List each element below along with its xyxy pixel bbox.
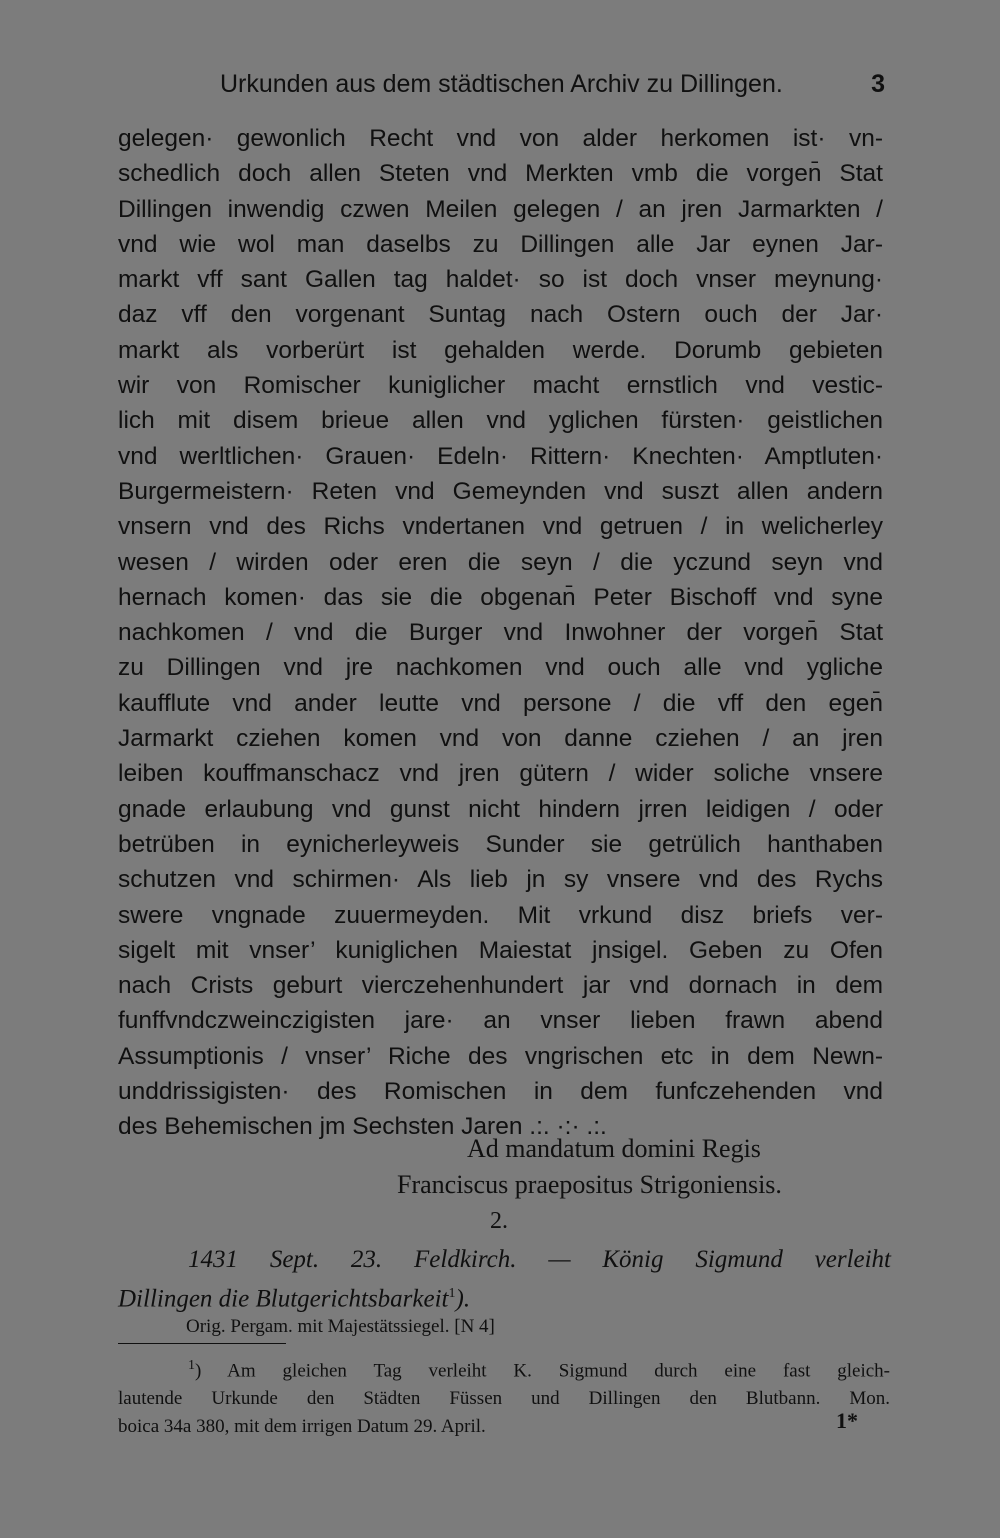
sheet-signature: 1* xyxy=(836,1408,858,1433)
charter-text xyxy=(118,121,883,1145)
footnote-line-1 xyxy=(118,1352,890,1385)
footnote-marker-close: ) xyxy=(195,1360,202,1382)
text-line: betrüben in eynicherleyweis Sunder sie getrülich hanthaben xyxy=(118,830,883,858)
signature-line-2: Franciscus praepositus Strigoniensis. xyxy=(397,1170,782,1199)
text-line: des Behemischen jm Sechsten Jaren .:. ·:· .:. xyxy=(118,1113,607,1141)
text-line: Assumptionis / vnser’ Riche des vngrischen etc in dem Newn- xyxy=(118,1042,883,1070)
text-line: leiben kouffmanschacz vnd jren gütern / wider soliche vnsere xyxy=(118,760,883,788)
text-line: markt als vorberürt ist gehalden werde. Dorumb gebieten xyxy=(118,336,883,364)
text-line: gelegen· gewonlich Recht vnd von alder herkomen ist· vn- xyxy=(118,125,883,152)
text-line: unddrissigisten· des Romischen in dem funfczehenden vnd xyxy=(118,1078,883,1106)
footnote-line-1-text: Am gleichen Tag verleiht K. Sigmund durch eine fast gleich- xyxy=(227,1360,891,1382)
footnote-rule xyxy=(118,1343,286,1344)
text-line: schutzen vnd schirmen· Als lieb jn sy vnsere vnd des Rychs xyxy=(118,866,883,894)
footnote xyxy=(118,1352,890,1441)
footnote-line-3: boica 34a 380, mit dem irrigen Datum 29. April. xyxy=(118,1416,486,1438)
heading-line-2-text: Dillingen die Blutgerichtsbarkeit xyxy=(118,1285,449,1313)
text-line: vnd werltlichen· Grauen· Edeln· Rittern· Knechten· Amptluten· xyxy=(118,442,883,470)
text-line: kaufflute vnd ander leutte vnd persone / die vff den egen̄ xyxy=(118,689,883,717)
page-number: 3 xyxy=(871,70,885,98)
text-line: schedlich doch allen Steten vnd Merkten vmb die vorgen̄ Stat xyxy=(118,160,883,188)
text-line: zu Dillingen vnd jre nachkomen vnd ouch alle vnd ygliche xyxy=(118,654,883,682)
footnote-ref: 1 xyxy=(448,1286,456,1301)
footnote-line-2: lautende Urkunde den Städten Füssen und Dillingen den Blutbann. Mon. xyxy=(118,1388,890,1410)
text-line: gnade erlaubung vnd gunst nicht hindern jrren leidigen / oder xyxy=(118,795,883,823)
text-line: wesen / wirden oder eren die seyn / die yczund seyn vnd xyxy=(118,548,883,576)
text-line: Burgermeistern· Reten vnd Gemeynden vnd suszt allen andern xyxy=(118,477,883,505)
document-heading xyxy=(118,1243,891,1316)
text-line: nach Crists geburt vierczehenhundert jar vnd dornach in dem xyxy=(118,972,883,1000)
text-line: markt vff sant Gallen tag haldet· so ist doch vnser meynung· xyxy=(118,266,883,294)
text-line: hernach komen· das sie die obgenan̄ Peter Bischoff vnd syne xyxy=(118,583,883,611)
heading-line-1: 1431 Sept. 23. Feldkirch. — König Sigmund verleiht xyxy=(188,1246,891,1273)
text-line: wir von Romischer kuniglicher macht ernstlich vnd vestic- xyxy=(118,372,883,400)
text-line: lich mit disem brieue allen vnd yglichen fürsten· geistlichen xyxy=(118,407,883,435)
text-line: nachkomen / vnd die Burger vnd Inwohner der vorgen̄ Stat xyxy=(118,619,883,647)
document-number: 2. xyxy=(490,1208,508,1234)
text-line: vnsern vnd des Richs vndertanen vnd getruen / in welicherley xyxy=(118,513,883,541)
text-line: sigelt mit vnser’ kuniglichen Maiestat jnsigel. Geben zu Ofen xyxy=(118,936,883,964)
source-note: Orig. Pergam. mit Majestätssiegel. [N 4] xyxy=(186,1316,495,1337)
text-line: swere vngnade zuuermeyden. Mit vrkund disz briefs ver- xyxy=(118,901,883,929)
running-head-title: Urkunden aus dem städtischen Archiv zu Dillingen. xyxy=(220,70,783,98)
text-line: daz vff den vorgenant Suntag nach Ostern ouch der Jar· xyxy=(118,301,883,329)
signature-line-1: Ad mandatum domini Regis xyxy=(467,1134,761,1163)
text-line: Jarmarkt cziehen komen vnd von danne cziehen / an jren xyxy=(118,725,883,753)
running-head xyxy=(220,66,885,102)
text-line: Dillingen inwendig czwen Meilen gelegen / an jren Jarmarkten / xyxy=(118,195,883,223)
text-line: funffvndczweinczigisten jare· an vnser lieben frawn abend xyxy=(118,1007,883,1035)
footnote-marker: 1 xyxy=(188,1358,195,1373)
text-line: vnd wie wol man daselbs zu Dillingen alle Jar eynen Jar- xyxy=(118,230,883,258)
heading-line-2-end: ). xyxy=(455,1285,471,1313)
heading-line-2 xyxy=(118,1277,891,1316)
